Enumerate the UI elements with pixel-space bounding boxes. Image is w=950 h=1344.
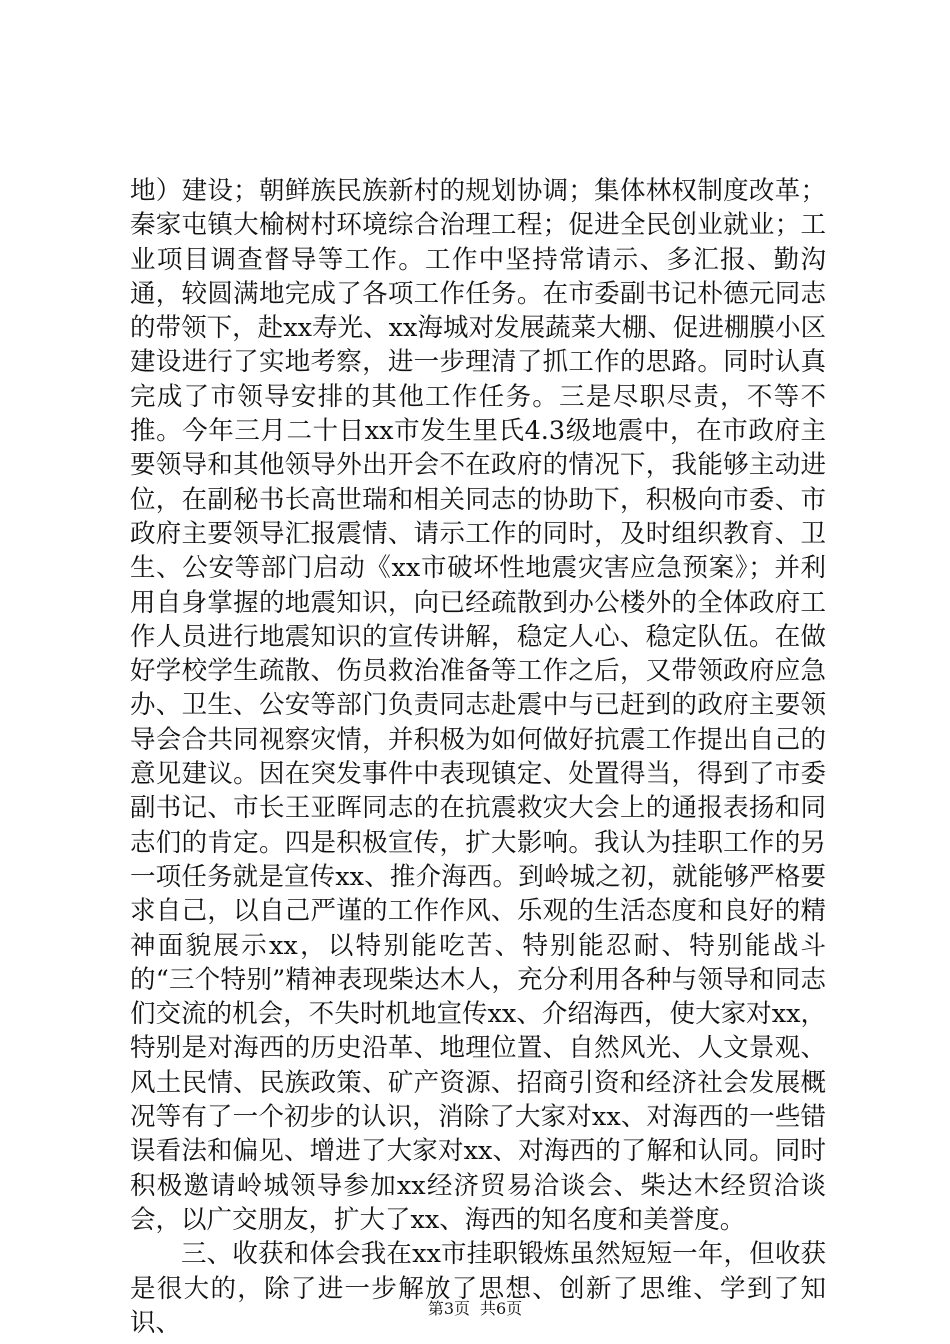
page-total: 共6页 xyxy=(480,1299,523,1318)
page-footer xyxy=(0,1296,950,1319)
page-number: 第3页 xyxy=(427,1299,470,1318)
paragraph-1: 地）建设；朝鲜族民族新村的规划协调；集体林权制度改革；秦家屯镇大榆树村环境综合治理工程；促进全民创业就业；工业项目调查督导等工作。工作中坚持常请示、多汇报、勤沟通，较圆满地完成了各项工作任务。在市委副书记朴德元同志的带领下，赴xx寿光、xx海城对发展蔬菜大棚、促进棚膜小区建设进行了实地考察，进一步理清了抓工作的思路。同时认真完成了市领导安排的其他工作任务。三是尽职尽责，不等不推。今年三月二十日xx市发生里氏4.3级地震中，在市政府主要领导和其他领导外出开会不在政府的情况下，我能够主动进位，在副秘书长高世瑞和相关同志的协助下，积极向市委、市政府主要领导汇报震情、请示工作的同时，及时组织教育、卫生、公安等部门启动《xx市破坏性地震灾害应急预案》；并利用自身掌握的地震知识，向已经疏散到办公楼外的全体政府工作人员进行地震知识的宣传讲解，稳定人心、稳定队伍。在做好学校学生疏散、伤员救治准备等工作之后，又带领政府应急办、卫生、公安等部门负责同志赴震中与已赶到的政府主要领导会合共同视察灾情，并积极为如何做好抗震工作提出自己的意见建议。因在突发事件中表现镇定、处置得当，得到了市委副书记、市长王亚晖同志的在抗震救灾大会上的通报表扬和同志们的肯定。四是积极宣传，扩大影响。我认为挂职工作的另一项任务就是宣传xx、推介海西。到岭城之初，就能够严格要求自己，以自己严谨的工作作风、乐观的生活态度和良好的精神面貌展示xx，以特别能吃苦、特别能忍耐、特别能战斗的“三个特别”精神表现柴达木人，充分利用各种与领导和同志们交流的机会，不失时机地宣传xx、介绍海西，使大家对xx，特别是对海西的历史沿革、地理位置、自然风光、人文景观、风土民情、民族政策、矿产资源、招商引资和经济社会发展概况等有了一个初步的认识，消除了大家对xx、对海西的一些错误看法和偏见、增进了大家对xx、对海西的了解和认同。同时积极邀请岭城领导参加xx经济贸易洽谈会、柴达木经贸洽谈会，以广交朋友，扩大了xx、海西的知名度和美誉度。 xyxy=(130,176,826,1235)
document-body xyxy=(130,174,826,1340)
paragraph-2: 三、收获和体会我在xx市挂职锻炼虽然短短一年，但收获是很大的，除了进一步解放了思想、创新了思维、学到了知识、 xyxy=(130,1239,826,1338)
